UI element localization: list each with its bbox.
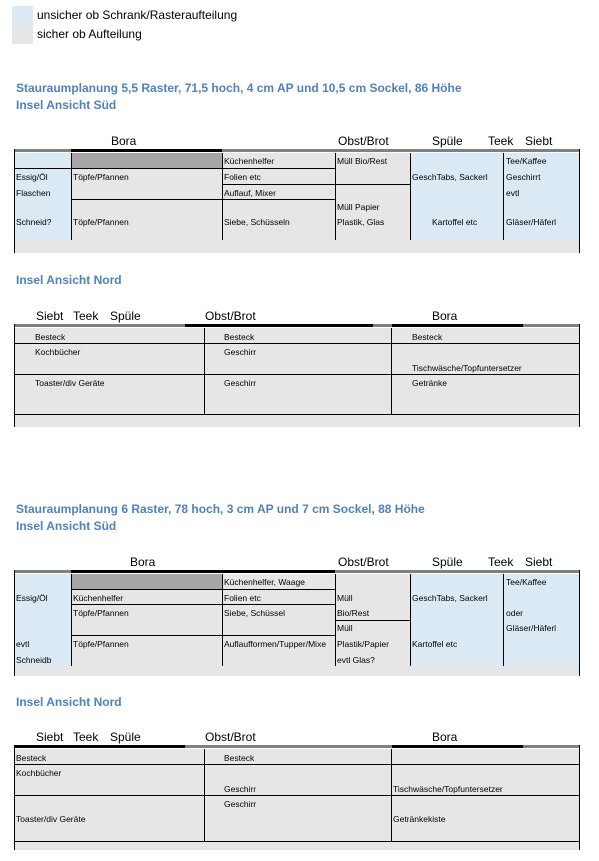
cell-label: Besteck	[35, 332, 66, 342]
cell-label: Siebe, Schüssel	[224, 608, 285, 618]
cell-label: Geschirr	[224, 784, 257, 794]
plan2-title: Stauraumplanung 6 Raster, 78 hoch, 3 cm AP und 7 cm Sockel, 88 Höhe	[16, 502, 425, 516]
plan1-south-subtitle: Insel Ansicht Süd	[16, 98, 117, 112]
cell-label: Schneidb	[16, 655, 52, 665]
cell-label: Essig/Öl	[16, 593, 48, 603]
header-obst-brot: Obst/Brot	[338, 134, 389, 148]
header-bora: Bora	[111, 134, 137, 148]
cell-label: Gläser/Häferl	[506, 623, 557, 633]
plan1-north-subtitle: Insel Ansicht Nord	[16, 273, 122, 287]
header-siebt: Siebt	[525, 555, 553, 569]
cell-label: Schneid?	[16, 217, 52, 227]
header-spuele: Spüle	[110, 730, 141, 744]
cell-label: Besteck	[16, 753, 47, 763]
header-teek: Teek	[488, 555, 514, 569]
header-bora: Bora	[432, 730, 458, 744]
cell-label: Kartoffel etc	[432, 217, 478, 227]
cell-label: Auflaufformen/Tupper/Mixe	[224, 639, 327, 649]
cell-label: Essig/Öl	[16, 172, 48, 182]
header-spuele: Spüle	[432, 134, 463, 148]
header-bora: Bora	[432, 309, 458, 323]
cell-label: Siebe, Schüsseln	[224, 217, 290, 227]
header-teek: Teek	[488, 134, 514, 148]
cell-label: Töpfe/Pfannen	[73, 608, 129, 618]
cell-label: evtl Glas?	[337, 655, 375, 665]
cell-label: Plastik/Papier	[337, 639, 389, 649]
cell-label: Geschirr	[224, 378, 257, 388]
header-obst-brot: Obst/Brot	[205, 309, 256, 323]
legend-label-uncertain: unsicher ob Schrank/Rasteraufteilung	[37, 8, 238, 22]
header-teek: Teek	[73, 730, 99, 744]
cell-label: Töpfe/Pfannen	[73, 639, 129, 649]
cell-label: Getränke	[412, 378, 447, 388]
cell-label: Toaster/div Geräte	[35, 378, 105, 388]
plan2-south-subtitle: Insel Ansicht Süd	[16, 519, 117, 533]
cell-label: Müll Bio/Rest	[337, 156, 388, 166]
cell-label: Kochbücher	[35, 347, 81, 357]
header-spuele: Spüle	[432, 555, 463, 569]
cell-label: Folien etc	[224, 593, 261, 603]
cell-label: Tischwäsche/Topfuntersetzer	[393, 784, 503, 794]
plan1-title: Stauraumplanung 5,5 Raster, 71,5 hoch, 4 cm AP und 10,5 cm Sockel, 86 Höhe	[16, 81, 462, 95]
cell-label: Küchenhelfer	[224, 156, 275, 166]
header-teek: Teek	[73, 309, 99, 323]
cell-label: evtl	[16, 639, 30, 649]
cell-label: Besteck	[224, 753, 255, 763]
legend-swatch-uncertain	[12, 6, 33, 25]
cell-label: Töpfe/Pfannen	[73, 217, 129, 227]
cell-label: Getränkekiste	[393, 814, 446, 824]
cell-label: Tee/Kaffee	[506, 577, 547, 587]
cell-label: Gläser/Häferl	[506, 217, 557, 227]
header-siebt: Siebt	[525, 134, 553, 148]
header-spuele: Spüle	[110, 309, 141, 323]
cell-label: Auflauf, Mixer	[224, 188, 276, 198]
cell-label: GeschTabs, Sackerl	[412, 593, 488, 603]
cell-label: Folien etc	[224, 172, 261, 182]
header-siebt: Siebt	[36, 730, 64, 744]
cell-label: oder	[506, 608, 524, 618]
legend-swatch-certain	[12, 25, 33, 44]
legend-label-certain: sicher ob Aufteilung	[37, 27, 142, 41]
cell-label: Bio/Rest	[337, 608, 370, 618]
cell-label: Toaster/div Geräte	[16, 814, 86, 824]
cell-label: Müll	[337, 593, 353, 603]
header-bora: Bora	[130, 555, 156, 569]
cell-label: Geschirr	[224, 799, 257, 809]
cell-label: Geschirr	[224, 347, 257, 357]
cell-label: Tischwäsche/Topfuntersetzer	[412, 363, 522, 373]
cell-label: Töpfe/Pfannen	[73, 172, 129, 182]
cell-label: evtl	[506, 188, 520, 198]
cell-label: Küchenhelfer	[73, 593, 124, 603]
cell-label: Kartoffel etc	[412, 639, 458, 649]
cell-label: Plastik, Glas	[337, 217, 385, 227]
plan2-north-subtitle: Insel Ansicht Nord	[16, 695, 122, 709]
cell-label: Müll Papier	[337, 202, 380, 212]
cell-label: GeschTabs, Sackerl	[412, 172, 488, 182]
cell-label: Flaschen	[16, 188, 51, 198]
cell-label: Besteck	[224, 332, 255, 342]
cell-label: Kochbücher	[16, 768, 62, 778]
cell-label: Besteck	[412, 332, 443, 342]
cell-label: Tee/Kaffee	[506, 156, 547, 166]
header-obst-brot: Obst/Brot	[205, 730, 256, 744]
header-siebt: Siebt	[36, 309, 64, 323]
cell-label: Müll	[337, 623, 353, 633]
header-obst-brot: Obst/Brot	[338, 555, 389, 569]
cell-label: Küchenhelfer, Waage	[224, 577, 305, 587]
cell-label: Geschirrt	[506, 172, 541, 182]
